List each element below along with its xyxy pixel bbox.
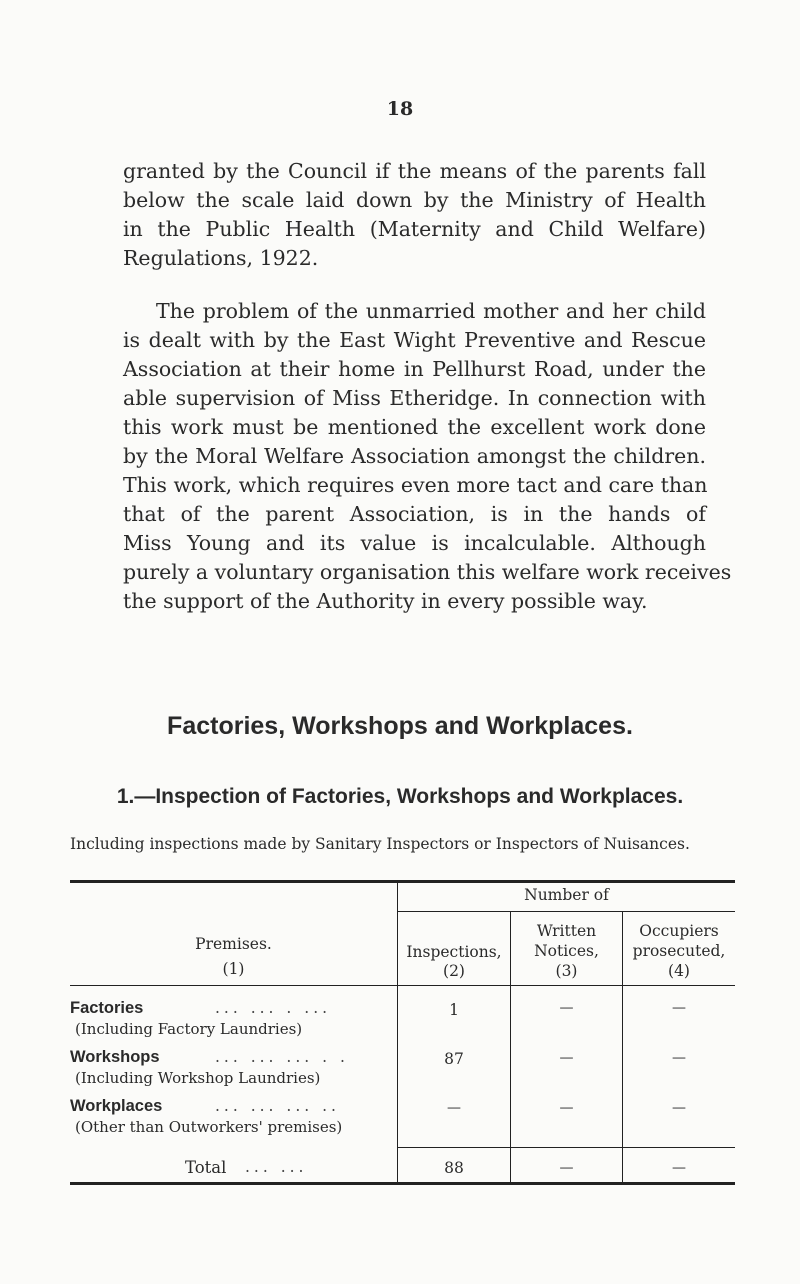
row-sublabel: (Other than Outworkers' premises) — [75, 1118, 343, 1136]
text-line: is dealt with by the East Wight Preventive and Rescue — [123, 328, 706, 352]
cell-notices: — — [559, 1050, 574, 1066]
row-sublabel: (Including Factory Laundries) — [75, 1020, 303, 1038]
column-header-notices: Written — [536, 922, 597, 940]
text-line: in the Public Health (Maternity and Child Welfare) — [123, 217, 706, 241]
column-header-prosecuted: prosecuted, — [632, 942, 726, 960]
column-header-premises: Premises. — [195, 935, 272, 953]
inspection-table — [70, 880, 735, 1185]
total-prosecuted: — — [672, 1160, 686, 1176]
paragraph-unmarried-mother — [123, 297, 732, 616]
column-header-prosecuted: Occupiers — [639, 922, 719, 940]
text-line: Regulations, 1922. — [123, 246, 319, 270]
total-top-rule — [398, 1147, 735, 1148]
text-line: granted by the Council if the means of the parents fall — [123, 159, 706, 183]
cell-inspections: 87 — [444, 1050, 464, 1068]
dot-leader: ... ... ... . . — [215, 1048, 349, 1066]
total-notices: — — [559, 1160, 574, 1176]
cell-notices: — — [559, 1000, 574, 1016]
cell-notices: — — [559, 1100, 574, 1116]
total-label: Total — [185, 1158, 227, 1177]
cell-inspections: — — [447, 1100, 461, 1116]
text-line: The problem of the unmarried mother and her child — [156, 299, 706, 323]
row-label-workplaces: Workplaces — [70, 1097, 163, 1115]
cell-prosecuted: — — [672, 1100, 686, 1116]
text-line: able supervision of Miss Etheridge. In connection with — [123, 386, 706, 410]
cell-prosecuted: — — [672, 1050, 686, 1066]
section-title: Factories, Workshops and Workplaces. — [167, 712, 633, 740]
text-line: below the scale laid down by the Ministry of Health — [123, 188, 706, 212]
table-note: Including inspections made by Sanitary Inspectors or Inspectors of Nuisances. — [70, 835, 690, 853]
section-subtitle: 1.—Inspection of Factories, Workshops and Workplaces. — [116, 785, 684, 808]
column-number: (4) — [668, 962, 690, 980]
text-line: purely a voluntary organisation this welfare work receives — [123, 560, 732, 584]
text-line: Miss Young and its value is incalculable. Although — [123, 531, 706, 555]
column-number: (3) — [555, 962, 578, 980]
table-bottom-rule — [70, 1182, 735, 1185]
row-label-workshops: Workshops — [70, 1048, 160, 1066]
column-number: (1) — [222, 960, 245, 978]
cell-inspections: 1 — [449, 1001, 459, 1019]
group-header-rule — [398, 911, 735, 912]
dot-leader: ... ... ... .. — [215, 1097, 340, 1115]
cell-prosecuted: — — [672, 1000, 686, 1016]
total-inspections: 88 — [444, 1159, 464, 1177]
text-line: This work, which requires even more tact and care than — [123, 473, 708, 497]
text-line: by the Moral Welfare Association amongst the children. — [123, 444, 706, 468]
dot-leader: ... ... . ... — [215, 999, 332, 1017]
page-number: 18 — [386, 98, 414, 120]
row-sublabel: (Including Workshop Laundries) — [75, 1069, 321, 1087]
column-number: (2) — [443, 962, 465, 980]
group-header: Number of — [524, 886, 609, 904]
text-line: the support of the Authority in every possible way. — [123, 589, 648, 613]
table-top-rule — [70, 880, 735, 883]
text-line: Association at their home in Pellhurst Road, under the — [123, 357, 706, 381]
column-header-inspections: Inspections, — [406, 943, 502, 961]
text-line: this work must be mentioned the excellent work done — [123, 415, 706, 439]
paragraph-maternity-grants — [123, 157, 706, 273]
text-line: that of the parent Association, is in the hands of — [123, 502, 706, 526]
header-bottom-rule — [70, 985, 735, 986]
column-header-notices: Notices, — [534, 942, 599, 960]
dot-leader: ... ... — [245, 1158, 308, 1176]
row-label-factories: Factories — [70, 999, 144, 1017]
column-rule — [397, 880, 398, 1185]
